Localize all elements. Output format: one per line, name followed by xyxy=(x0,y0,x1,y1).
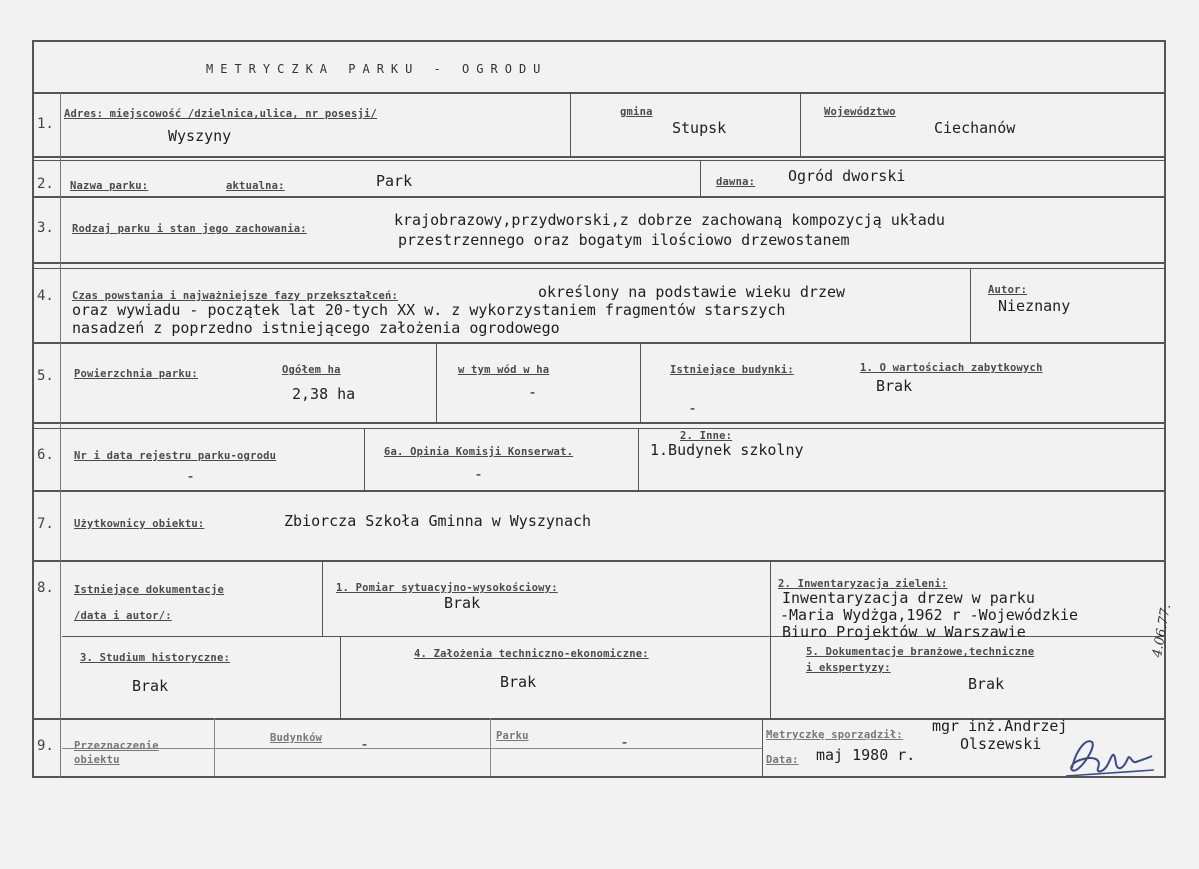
register-label: Nr i data rejestru parku-ogrodu xyxy=(74,450,277,462)
park-purpose-value: - xyxy=(620,733,630,751)
former-name-value: Ogród dworski xyxy=(788,167,906,185)
row1-divider-b xyxy=(800,92,801,156)
row5-divider-a xyxy=(436,342,437,422)
gmina-label: gmina xyxy=(620,106,653,118)
voivodeship-label: Województwo xyxy=(824,106,896,118)
users-label: Użytkownicy obiektu: xyxy=(74,518,205,530)
row6-divider-b xyxy=(638,428,639,490)
separator-2b xyxy=(32,160,1166,161)
separator-4 xyxy=(32,262,1166,264)
separator-3 xyxy=(32,196,1166,198)
separator-1 xyxy=(32,92,1166,94)
historic-buildings-dash: - xyxy=(688,399,698,417)
branch-docs-value: Brak xyxy=(968,675,1005,693)
row-number-7: 7. xyxy=(37,516,54,532)
separator-7 xyxy=(32,490,1166,492)
address-value: Wyszyny xyxy=(168,127,232,145)
park-type-label: Rodzaj parku i stan jego zachowania: xyxy=(72,223,307,235)
documentation-label-2: /data i autor/: xyxy=(74,610,172,622)
address-label: Adres: miejscowość /dzielnica,ulica, nr posesji/ xyxy=(64,108,378,120)
total-area-value: 2,38 ha xyxy=(292,385,356,403)
number-column-divider xyxy=(60,92,61,778)
origin-value-line2: oraz wywiadu - początek lat 20-tych XX w. z wykorzystaniem fragmentów starszych xyxy=(72,301,786,319)
row-number-9: 9. xyxy=(37,738,54,754)
row5-divider-b xyxy=(640,342,641,422)
row6-divider-a xyxy=(364,428,365,490)
conservation-opinion-value: - xyxy=(474,465,484,483)
date-value: maj 1980 r. xyxy=(816,746,916,764)
purpose-label-2: obiektu xyxy=(74,754,120,766)
frame-right xyxy=(1164,40,1166,778)
frame-top xyxy=(32,40,1166,42)
park-type-value-line2: przestrzennego oraz bogatym ilościowo drzewostanem xyxy=(398,231,850,249)
tech-economic-label: 4. Założenia techniczno-ekonomiczne: xyxy=(414,648,649,660)
page-title: METRYCZKA PARKU - OGRODU xyxy=(206,62,548,76)
row-number-1: 1. xyxy=(37,116,54,132)
branch-docs-label-2: i ekspertyzy: xyxy=(806,662,891,674)
separator-5 xyxy=(32,342,1166,344)
conservation-opinion-label: 6a. Opinia Komisji Konserwat. xyxy=(384,446,574,458)
row8-divider-a xyxy=(322,560,323,636)
row-number-5: 5. xyxy=(37,368,54,384)
author-label: Autor: xyxy=(988,284,1028,296)
row8-divider-c xyxy=(340,636,341,718)
prepared-by-label: Metryczkę sporządził: xyxy=(766,729,903,741)
row9-divider-b xyxy=(490,718,491,776)
purpose-label: Przeznaczenie xyxy=(74,740,159,752)
row1-divider-a xyxy=(570,92,571,156)
author-value: Nieznany xyxy=(998,297,1071,315)
row-number-8: 8. xyxy=(37,580,54,596)
separator-2 xyxy=(32,156,1166,158)
branch-docs-label: 5. Dokumentacje branżowe,techniczne xyxy=(806,646,1035,658)
prepared-by-value: mgr inż.Andrzej xyxy=(932,717,1068,735)
history-study-label: 3. Studium historyczne: xyxy=(80,652,230,664)
gmina-value: Stupsk xyxy=(672,119,727,137)
separator-6 xyxy=(32,422,1166,424)
other-buildings-label: 2. Inne: xyxy=(680,430,733,442)
former-name-label: dawna: xyxy=(716,176,756,188)
origin-value-line1: określony na podstawie wieku drzew xyxy=(538,283,846,301)
park-area-label: Powierzchnia parku: xyxy=(74,368,198,380)
voivodeship-value: Ciechanów xyxy=(934,119,1016,137)
prepared-by-value-2: Olszewski xyxy=(960,735,1042,753)
water-area-value: - xyxy=(528,383,538,401)
documentation-label: Istniejące dokumentacje xyxy=(74,584,224,596)
separator-4b xyxy=(32,268,1166,269)
origin-value-line3: nasadzeń z poprzedno istniejącego założenia ogrodowego xyxy=(72,319,560,337)
inventory-value-line3: Biuro Projektów w Warszawie xyxy=(782,623,1026,641)
row-number-6: 6. xyxy=(37,447,54,463)
park-name-label: Nazwa parku: xyxy=(70,180,149,192)
origin-label: Czas powstania i najważniejsze fazy przekształceń: xyxy=(72,290,399,302)
total-area-label: Ogółem ha xyxy=(282,364,341,376)
buildings-purpose-label: Budynków xyxy=(270,732,323,744)
row2-divider xyxy=(700,160,701,196)
register-value: - xyxy=(186,467,196,485)
current-name-label: aktualna: xyxy=(226,180,285,192)
inventory-value-line1: Inwentaryzacja drzew w parku xyxy=(782,589,1035,607)
history-study-value: Brak xyxy=(132,677,169,695)
water-area-label: w tym wód w ha xyxy=(458,364,550,376)
survey-label: 1. Pomiar sytuacyjno-wysokościowy: xyxy=(336,582,558,594)
row-number-4: 4. xyxy=(37,288,54,304)
park-purpose-label: Parku xyxy=(496,730,529,742)
buildings-purpose-value: - xyxy=(360,735,370,753)
row-number-2: 2. xyxy=(37,176,54,192)
historic-buildings-label: 1. O wartościach zabytkowych xyxy=(860,362,1043,374)
other-buildings-value: 1.Budynek szkolny xyxy=(650,441,804,459)
date-label: Data: xyxy=(766,754,799,766)
existing-buildings-label: Istniejące budynki: xyxy=(670,364,794,376)
users-value: Zbiorcza Szkoła Gminna w Wyszynach xyxy=(284,512,592,530)
current-name-value: Park xyxy=(376,172,413,190)
separator-9-mid xyxy=(62,748,762,749)
margin-note: 4.06.77. xyxy=(1150,603,1175,659)
separator-8 xyxy=(32,560,1166,562)
row4-divider xyxy=(970,268,971,342)
inventory-label: 2. Inwentaryzacja zieleni: xyxy=(778,578,948,590)
row9-divider-a xyxy=(214,718,215,776)
inventory-value-line2: -Maria Wydżga,1962 r -Wojewódzkie xyxy=(780,606,1079,624)
tech-economic-value: Brak xyxy=(500,673,537,691)
frame-left xyxy=(32,40,34,778)
survey-value: Brak xyxy=(444,594,481,612)
park-type-value-line1: krajobrazowy,przydworski,z dobrze zachowaną kompozycją układu xyxy=(394,211,945,229)
row8-divider-b xyxy=(770,560,771,718)
handwritten-signature xyxy=(1062,728,1158,782)
row-number-3: 3. xyxy=(37,220,54,236)
row9-divider-c xyxy=(762,718,763,776)
separator-6b xyxy=(32,428,1166,429)
frame-bottom xyxy=(32,776,1166,778)
historic-buildings-value: Brak xyxy=(876,377,913,395)
